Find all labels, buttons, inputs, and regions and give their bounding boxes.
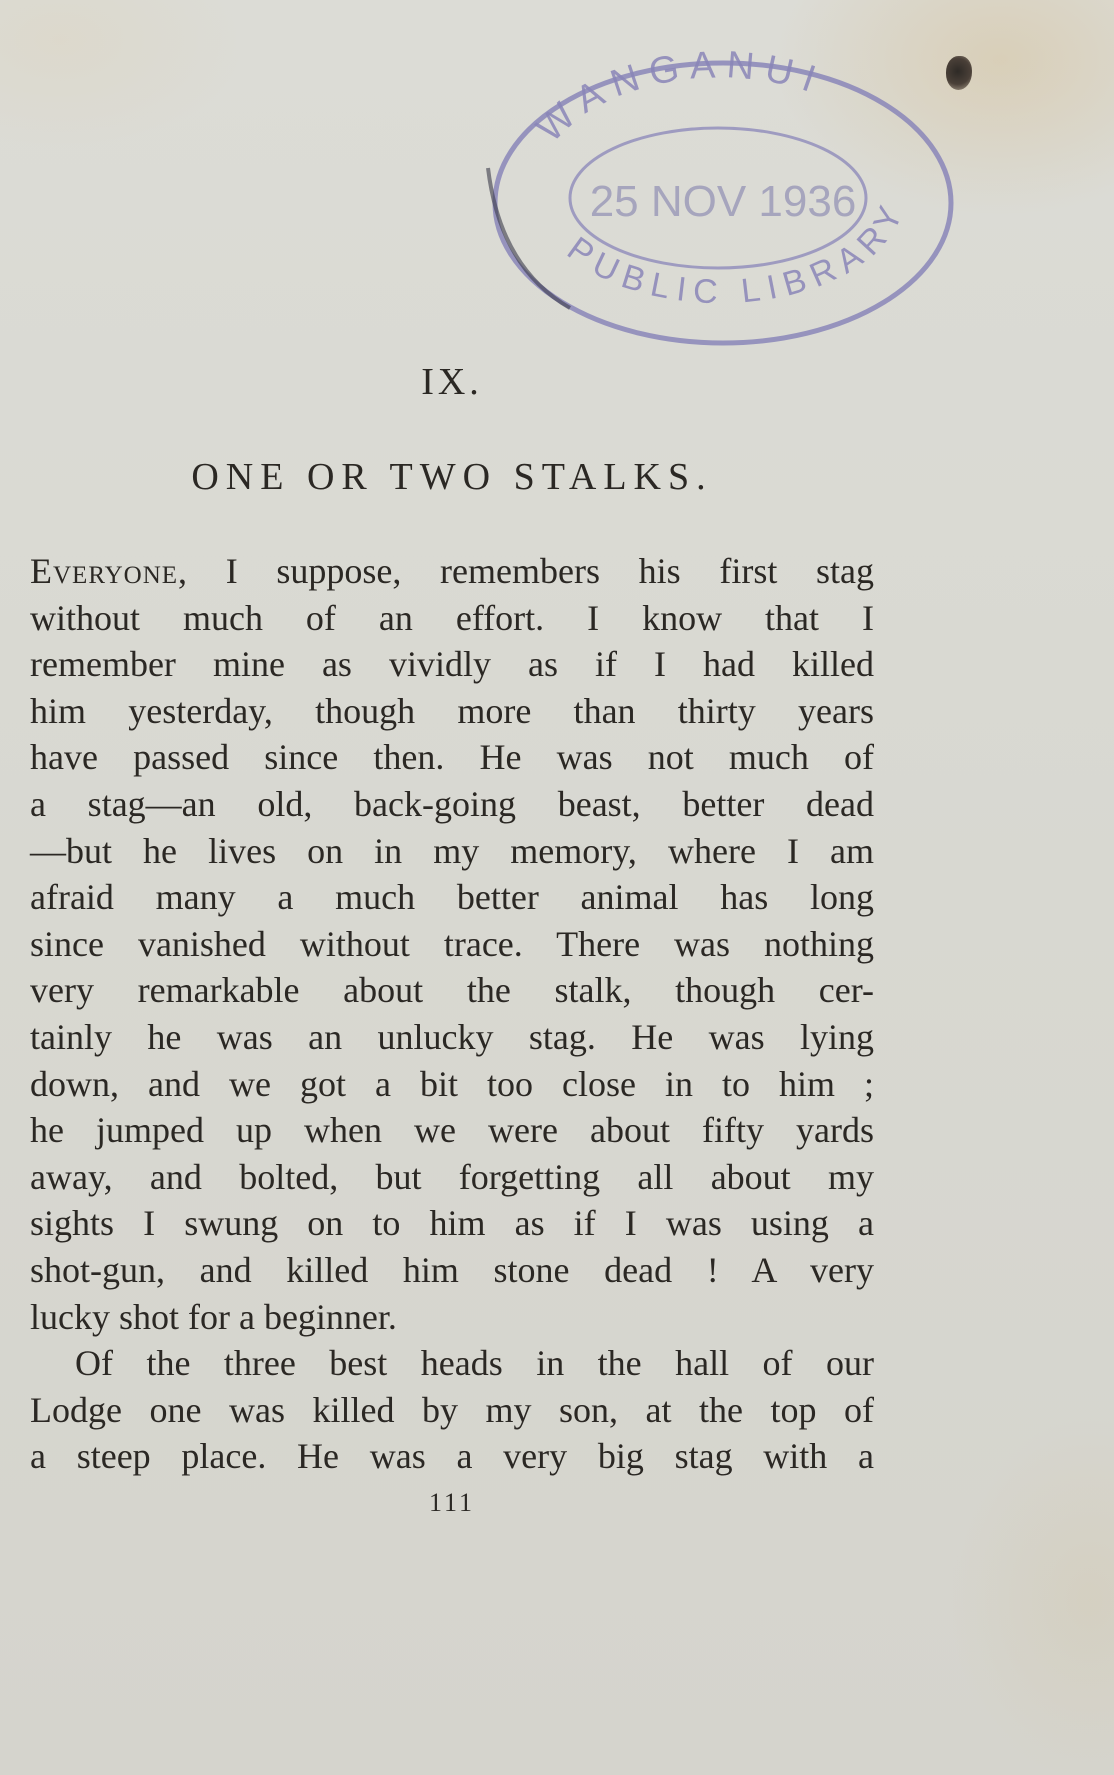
text-line: tainly he was an unlucky stag. He was lying (30, 1016, 874, 1057)
text-line: down, and we got a bit too close in to him ; (30, 1063, 874, 1104)
text-line: he jumped up when we were about fifty yards (30, 1110, 874, 1151)
stamp-top-text: WANGANUI (528, 48, 831, 151)
library-stamp (480, 48, 966, 362)
text-line: a stag—an old, back-going beast, better dead (30, 783, 874, 824)
text-line: away, and bolted, but forgetting all about my (30, 1156, 874, 1197)
text-line: very remarkable about the stalk, though cer- (30, 970, 874, 1011)
text-line: Of the three best heads in the hall of our (75, 1343, 874, 1384)
body-text (30, 548, 874, 1480)
stamp-bottom-text: PUBLIC LIBRARY (560, 193, 914, 312)
text-line: sights I swung on to him as if I was using a (30, 1203, 874, 1244)
opening-word: Everyone (30, 551, 179, 591)
page-number: 111 (428, 1488, 476, 1517)
text-line: have passed since then. He was not much of (30, 737, 874, 778)
text-line: without much of an effort. I know that I (30, 597, 874, 638)
text-line: him yesterday, though more than thirty years (30, 690, 874, 731)
chapter-number: IX. (421, 361, 483, 403)
text-line: —but he lives on in my memory, where I am (30, 830, 874, 871)
text-line: a steep place. He was a very big stag with a (30, 1436, 874, 1477)
chapter-title: ONE OR TWO STALKS. (191, 456, 713, 498)
stamp-date: 25 NOV 1936 (589, 177, 857, 226)
text-line: since vanished without trace. There was nothing (30, 923, 874, 964)
text-line: afraid many a much better animal has long (30, 877, 874, 918)
text-line: remember mine as vividly as if I had killed (30, 644, 874, 685)
text-line: shot-gun, and killed him stone dead ! A very (30, 1249, 874, 1290)
text-line: lucky shot for a beginner. (30, 1296, 397, 1337)
text-line: Lodge one was killed by my son, at the top of (30, 1389, 874, 1430)
text-line: Everyone, I suppose, remembers his first stag (30, 551, 874, 591)
